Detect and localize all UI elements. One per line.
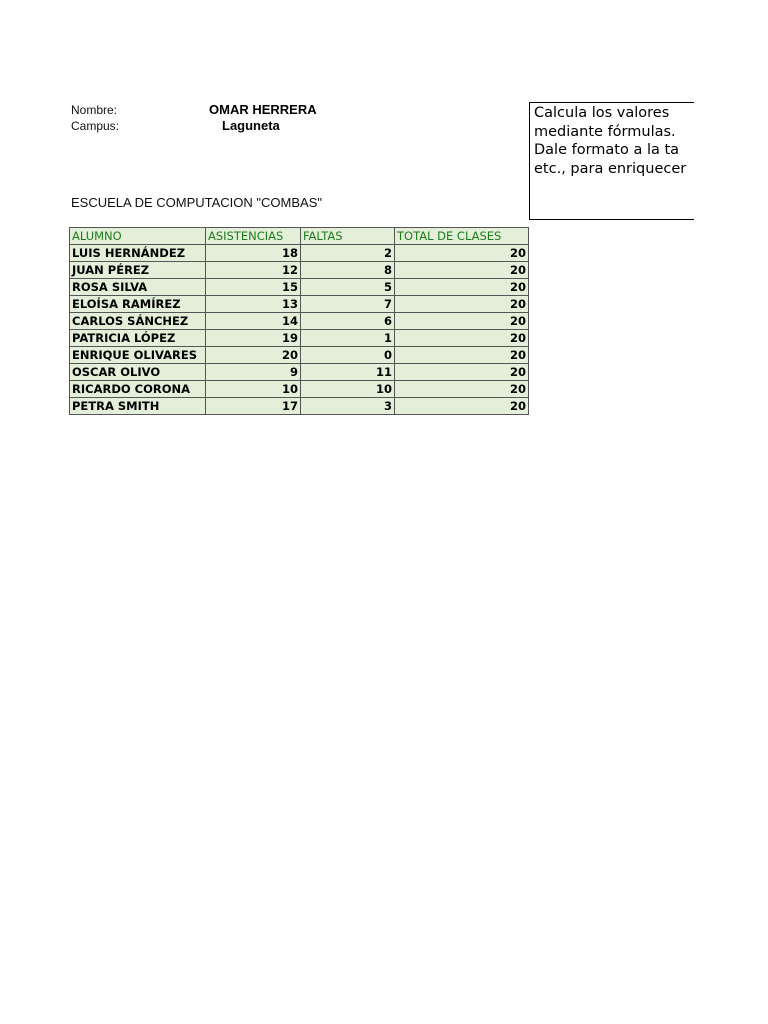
table-row xyxy=(70,313,529,330)
cell-alumno[interactable]: ROSA SILVA xyxy=(70,279,206,296)
cell-asistencias[interactable]: 14 xyxy=(206,313,301,330)
cell-alumno[interactable]: JUAN PÉREZ xyxy=(70,262,206,279)
cell-total-de-clases[interactable]: 20 xyxy=(395,330,529,347)
column-header-faltas[interactable]: FALTAS xyxy=(301,228,395,245)
cell-alumno[interactable]: CARLOS SÁNCHEZ xyxy=(70,313,206,330)
cell-asistencias[interactable]: 15 xyxy=(206,279,301,296)
cell-faltas[interactable]: 5 xyxy=(301,279,395,296)
table-row xyxy=(70,245,529,262)
cell-faltas[interactable]: 1 xyxy=(301,330,395,347)
attendance-table xyxy=(69,227,529,415)
campus-value[interactable]: Laguneta xyxy=(222,118,280,133)
cell-faltas[interactable]: 3 xyxy=(301,398,395,415)
table-row xyxy=(70,330,529,347)
cell-total-de-clases[interactable]: 20 xyxy=(395,296,529,313)
cell-alumno[interactable]: ENRIQUE OLIVARES xyxy=(70,347,206,364)
table-title: ESCUELA DE COMPUTACION "COMBAS" xyxy=(71,195,322,210)
cell-alumno[interactable]: PETRA SMITH xyxy=(70,398,206,415)
instructions-textbox[interactable] xyxy=(529,102,694,220)
table-row xyxy=(70,364,529,381)
cell-total-de-clases[interactable]: 20 xyxy=(395,245,529,262)
column-header-alumno[interactable]: ALUMNO xyxy=(70,228,206,245)
cell-asistencias[interactable]: 17 xyxy=(206,398,301,415)
cell-total-de-clases[interactable]: 20 xyxy=(395,381,529,398)
cell-total-de-clases[interactable]: 20 xyxy=(395,398,529,415)
instructions-line: Dale formato a la ta xyxy=(534,142,680,158)
cell-asistencias[interactable]: 12 xyxy=(206,262,301,279)
cell-total-de-clases[interactable]: 20 xyxy=(395,347,529,364)
cell-faltas[interactable]: 2 xyxy=(301,245,395,262)
cell-asistencias[interactable]: 18 xyxy=(206,245,301,262)
cell-faltas[interactable]: 10 xyxy=(301,381,395,398)
cell-asistencias[interactable]: 13 xyxy=(206,296,301,313)
table-row xyxy=(70,381,529,398)
nombre-value[interactable]: OMAR HERRERA xyxy=(209,102,317,117)
cell-alumno[interactable]: RICARDO CORONA xyxy=(70,381,206,398)
cell-faltas[interactable]: 7 xyxy=(301,296,395,313)
cell-alumno[interactable]: ELOÍSA RAMÍREZ xyxy=(70,296,206,313)
table-row xyxy=(70,347,529,364)
cell-asistencias[interactable]: 19 xyxy=(206,330,301,347)
cell-total-de-clases[interactable]: 20 xyxy=(395,279,529,296)
cell-faltas[interactable]: 6 xyxy=(301,313,395,330)
cell-total-de-clases[interactable]: 20 xyxy=(395,262,529,279)
table-header-row xyxy=(70,228,529,245)
cell-alumno[interactable]: OSCAR OLIVO xyxy=(70,364,206,381)
cell-faltas[interactable]: 0 xyxy=(301,347,395,364)
cell-asistencias[interactable]: 9 xyxy=(206,364,301,381)
cell-total-de-clases[interactable]: 20 xyxy=(395,313,529,330)
cell-alumno[interactable]: LUIS HERNÁNDEZ xyxy=(70,245,206,262)
cell-asistencias[interactable]: 20 xyxy=(206,347,301,364)
instructions-line: mediante fórmulas. xyxy=(534,123,676,140)
table-row xyxy=(70,262,529,279)
cell-total-de-clases[interactable]: 20 xyxy=(395,364,529,381)
cell-asistencias[interactable]: 10 xyxy=(206,381,301,398)
instructions-line: etc., para enriquecer xyxy=(534,160,687,177)
cell-faltas[interactable]: 11 xyxy=(301,364,395,381)
instructions-line: Calcula los valores xyxy=(534,105,670,121)
table-row xyxy=(70,296,529,313)
table-row xyxy=(70,279,529,296)
nombre-label: Nombre: xyxy=(71,103,118,117)
column-header-total-de-clases[interactable]: TOTAL DE CLASES xyxy=(395,228,529,245)
table-row xyxy=(70,398,529,415)
campus-label: Campus: xyxy=(71,119,120,133)
column-header-asistencias[interactable]: ASISTENCIAS xyxy=(206,228,301,245)
cell-faltas[interactable]: 8 xyxy=(301,262,395,279)
cell-alumno[interactable]: PATRICIA LÓPEZ xyxy=(70,330,206,347)
